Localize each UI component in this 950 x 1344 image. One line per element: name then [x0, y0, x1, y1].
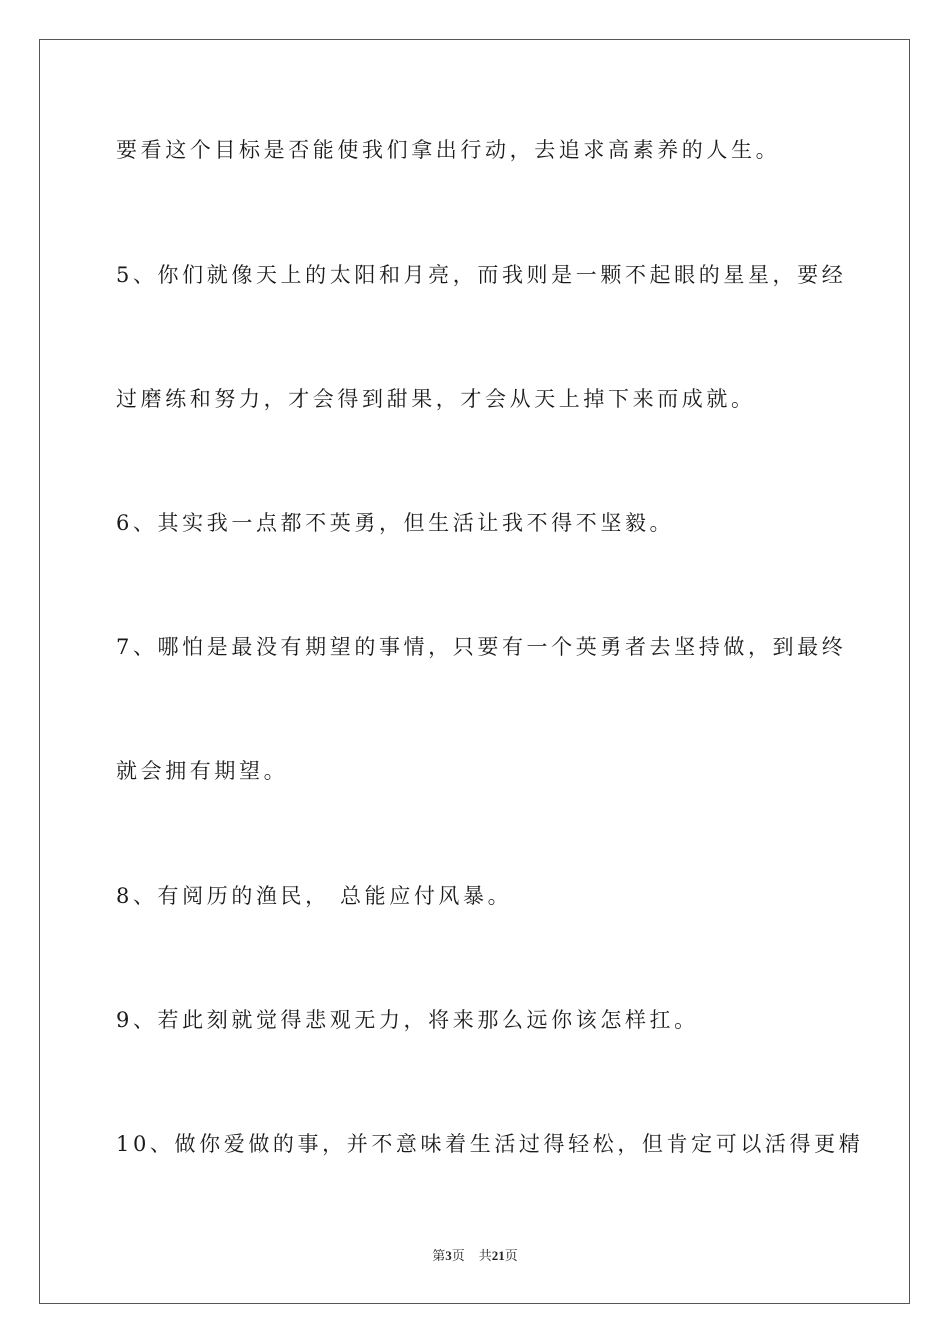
text-line-7: 8、有阅历的渔民， 总能应付风暴。 — [116, 884, 513, 908]
total-suffix: 页 — [504, 1248, 518, 1263]
text-line-9: 10、做你爱做的事，并不意味着生活过得轻松，但肯定可以活得更精 — [116, 1132, 864, 1156]
text-line-2: 5、你们就像天上的太阳和月亮，而我则是一颗不起眼的星星，要经 — [116, 263, 847, 287]
text-line-1: 要看这个目标是否能使我们拿出行动，去追求高素养的人生。 — [116, 138, 781, 162]
page-suffix: 页 — [451, 1248, 465, 1263]
total-pages: 21 — [491, 1248, 505, 1263]
text-line-5: 7、哪怕是最没有期望的事情，只要有一个英勇者去坚持做，到最终 — [116, 635, 847, 659]
text-line-3: 过磨练和努力，才会得到甜果，才会从天上掉下来而成就。 — [116, 387, 756, 411]
total-prefix: 共 — [478, 1248, 492, 1263]
text-line-8: 9、若此刻就觉得悲观无力，将来那么远你该怎样扛。 — [116, 1008, 699, 1032]
text-line-6: 就会拥有期望。 — [116, 759, 289, 783]
page-footer — [0, 1248, 950, 1264]
page-number: 3 — [445, 1248, 452, 1263]
page-frame — [39, 39, 910, 1304]
page-prefix: 第 — [432, 1248, 446, 1263]
text-line-4: 6、其实我一点都不英勇，但生活让我不得不坚毅。 — [116, 511, 675, 535]
